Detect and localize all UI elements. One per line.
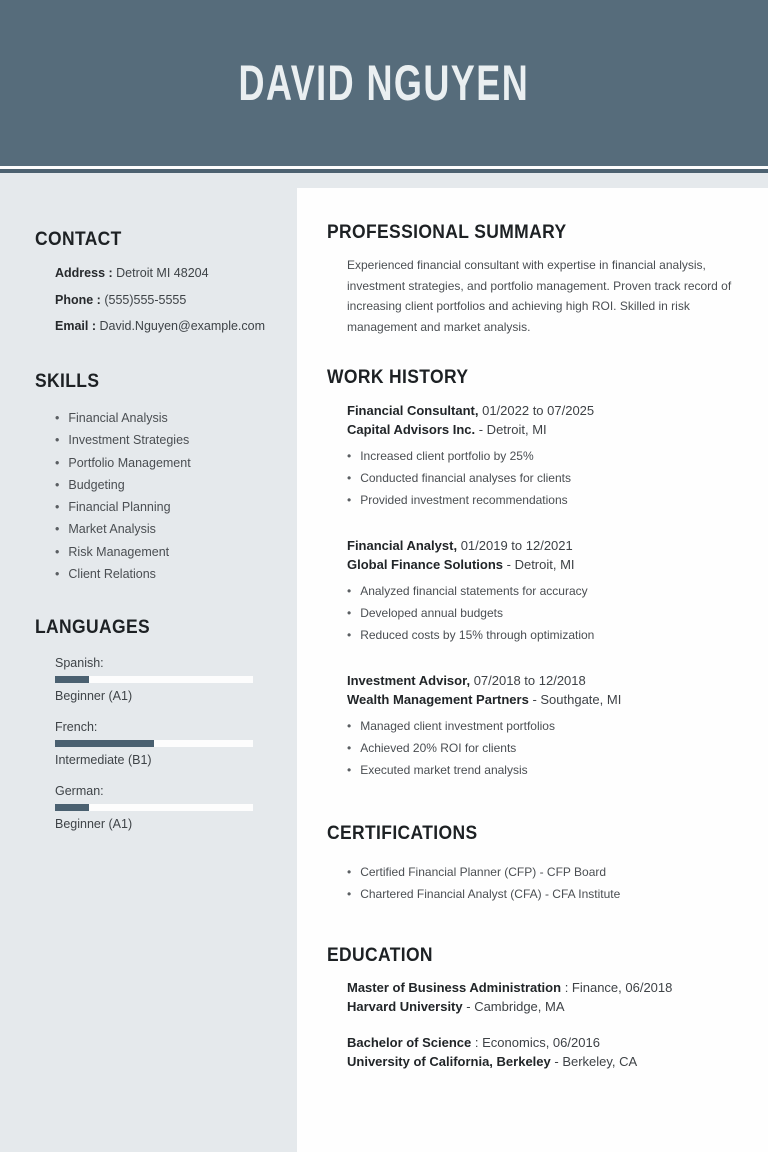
work-history-section bbox=[327, 367, 759, 781]
bullet-icon: • bbox=[347, 763, 352, 777]
language-entry-french bbox=[55, 719, 277, 769]
job-company: Wealth Management Partners bbox=[347, 691, 529, 707]
language-level: Beginner (A1) bbox=[55, 817, 133, 832]
languages-section bbox=[35, 617, 277, 833]
skill-item: • Client Relations bbox=[55, 567, 156, 582]
summary-text: Experienced financial consultant with expertise in financial analysis, investment strategies, and portfolio management. Proven track record of increasing client portfolios and achieving high ROI. Skilled in risk management and market analysis. bbox=[347, 258, 732, 334]
language-progress-bar bbox=[55, 740, 253, 747]
education-heading: EDUCATION bbox=[327, 945, 433, 966]
job-location: - Southgate, MI bbox=[532, 691, 622, 707]
school-line bbox=[347, 998, 759, 1017]
contact-phone-label: Phone : bbox=[55, 292, 101, 307]
person-name: DAVID NGUYEN bbox=[238, 55, 530, 111]
job-dates: 07/2018 to 12/2018 bbox=[473, 673, 586, 688]
language-progress-fill bbox=[55, 676, 89, 683]
bullet-icon: • bbox=[347, 887, 352, 901]
main-column bbox=[297, 188, 768, 1152]
contact-phone-value: (555)555-5555 bbox=[104, 292, 187, 307]
languages-heading: LANGUAGES bbox=[35, 617, 150, 639]
resume-body bbox=[0, 173, 768, 1152]
bullet-icon: • bbox=[55, 433, 60, 448]
certification-item: • Certified Financial Planner (CFP) - CFP Board bbox=[347, 865, 607, 879]
degree-name: Master of Business Administration bbox=[347, 980, 562, 995]
bullet-icon: • bbox=[55, 455, 60, 470]
job-bullet: • Executed market trend analysis bbox=[347, 763, 528, 777]
skill-item: • Portfolio Management bbox=[55, 455, 191, 470]
school-line bbox=[347, 1053, 759, 1072]
skill-item: • Financial Analysis bbox=[55, 411, 168, 425]
job-bullet: • Developed annual budgets bbox=[347, 606, 503, 620]
skill-item: • Investment Strategies bbox=[55, 433, 190, 448]
skill-item: • Financial Planning bbox=[55, 500, 171, 515]
skills-heading: SKILLS bbox=[35, 371, 100, 392]
bullet-icon: • bbox=[55, 544, 60, 559]
certification-item: • Chartered Financial Analyst (CFA) - CFA Institute bbox=[347, 887, 621, 901]
bullet-icon: • bbox=[347, 628, 352, 642]
language-entry-spanish bbox=[55, 655, 277, 705]
contact-phone bbox=[55, 293, 277, 307]
language-level: Beginner (A1) bbox=[55, 689, 133, 704]
job-bullet: • Increased client portfolio by 25% bbox=[347, 449, 534, 463]
language-name: German: bbox=[55, 784, 104, 799]
job-location: - Detroit, MI bbox=[506, 556, 575, 572]
job-entry bbox=[347, 402, 759, 511]
job-bullet: • Achieved 20% ROI for clients bbox=[347, 741, 517, 755]
job-role: Investment Advisor, bbox=[347, 673, 471, 688]
job-bullet: • Provided investment recommendations bbox=[347, 493, 568, 507]
job-bullet: • Managed client investment portfolios bbox=[347, 719, 555, 733]
degree-line bbox=[347, 1034, 759, 1053]
bullet-icon: • bbox=[347, 865, 352, 879]
job-bullet: • Conducted financial analyses for clients bbox=[347, 471, 571, 485]
language-level: Intermediate (B1) bbox=[55, 753, 152, 768]
contact-address-label: Address : bbox=[55, 266, 113, 280]
sidebar bbox=[0, 173, 297, 1152]
language-name: French: bbox=[55, 720, 98, 735]
header-banner bbox=[0, 0, 768, 166]
bullet-icon: • bbox=[347, 606, 352, 620]
job-entry bbox=[347, 672, 759, 781]
job-dates: 01/2022 to 07/2025 bbox=[482, 403, 595, 418]
skills-section bbox=[35, 371, 277, 585]
degree-name: Bachelor of Science bbox=[347, 1035, 472, 1050]
contact-address-value: Detroit MI 48204 bbox=[116, 266, 209, 280]
contact-address bbox=[55, 266, 277, 280]
job-entry bbox=[347, 537, 759, 646]
summary-heading: PROFESSIONAL SUMMARY bbox=[327, 222, 567, 243]
job-bullet: • Reduced costs by 15% through optimization bbox=[347, 628, 595, 642]
certifications-section bbox=[327, 823, 759, 905]
school-name: Harvard University bbox=[347, 998, 463, 1014]
bullet-icon: • bbox=[347, 471, 352, 485]
bullet-icon: • bbox=[347, 449, 352, 463]
education-section bbox=[327, 945, 759, 1071]
education-entry bbox=[347, 1034, 759, 1071]
bullet-icon: • bbox=[55, 477, 60, 492]
language-name: Spanish: bbox=[55, 656, 104, 671]
language-progress-bar bbox=[55, 804, 253, 811]
bullet-icon: • bbox=[347, 493, 352, 507]
degree-line bbox=[347, 979, 759, 998]
language-entry-german bbox=[55, 783, 277, 833]
contact-email-value: David.Nguyen@example.com bbox=[99, 319, 266, 333]
job-title-line bbox=[347, 672, 759, 691]
degree-detail: : Finance, 06/2018 bbox=[564, 980, 673, 995]
job-role: Financial Analyst, bbox=[347, 538, 458, 553]
contact-heading: CONTACT bbox=[35, 229, 122, 250]
bullet-icon: • bbox=[55, 500, 60, 515]
skill-item: • Budgeting bbox=[55, 477, 125, 492]
language-progress-fill bbox=[55, 804, 89, 811]
bullet-icon: • bbox=[347, 741, 352, 755]
degree-detail: : Economics, 06/2016 bbox=[474, 1035, 600, 1050]
job-title-line bbox=[347, 402, 759, 421]
job-company: Capital Advisors Inc. bbox=[347, 421, 476, 437]
job-dates: 01/2019 to 12/2021 bbox=[460, 538, 573, 553]
job-title-line bbox=[347, 537, 759, 556]
school-location: - Cambridge, MA bbox=[466, 998, 565, 1014]
skill-item: • Market Analysis bbox=[55, 522, 156, 537]
work-history-heading: WORK HISTORY bbox=[327, 367, 469, 388]
contact-email-label: Email : bbox=[55, 319, 96, 333]
language-progress-bar bbox=[55, 676, 253, 683]
summary-section bbox=[327, 222, 759, 337]
school-location: - Berkeley, CA bbox=[554, 1053, 638, 1069]
language-progress-fill bbox=[55, 740, 154, 747]
bullet-icon: • bbox=[347, 584, 352, 598]
bullet-icon: • bbox=[55, 522, 60, 537]
education-entry bbox=[347, 979, 759, 1016]
contact-section bbox=[35, 229, 277, 333]
job-company-line bbox=[347, 421, 759, 440]
bullet-icon: • bbox=[347, 719, 352, 733]
school-name: University of California, Berkeley bbox=[347, 1053, 551, 1069]
skill-item: • Risk Management bbox=[55, 544, 170, 559]
bullet-icon: • bbox=[55, 567, 60, 582]
certifications-heading: CERTIFICATIONS bbox=[327, 823, 478, 844]
job-role: Financial Consultant, bbox=[347, 403, 479, 418]
bullet-icon: • bbox=[55, 411, 60, 425]
job-company-line bbox=[347, 556, 759, 575]
job-location: - Detroit, MI bbox=[478, 421, 547, 437]
job-company-line bbox=[347, 691, 759, 710]
contact-email bbox=[55, 319, 277, 333]
job-company: Global Finance Solutions bbox=[347, 556, 504, 572]
job-bullet: • Analyzed financial statements for accuracy bbox=[347, 584, 588, 598]
